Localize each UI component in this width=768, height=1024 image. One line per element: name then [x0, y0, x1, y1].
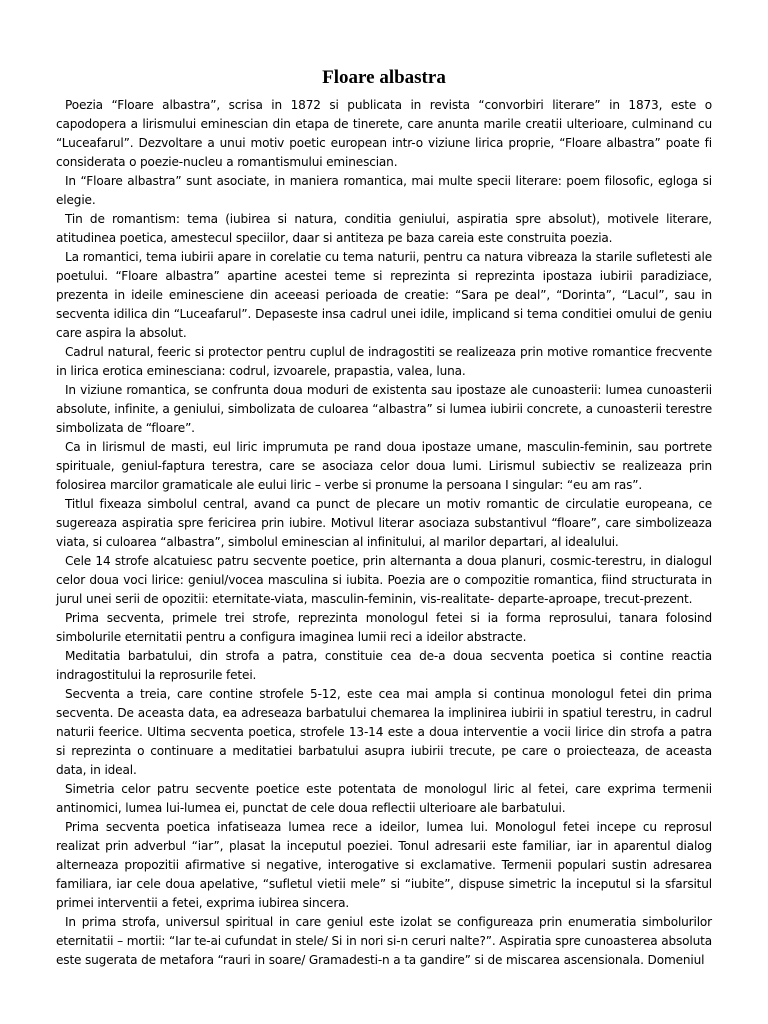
paragraph: Ca in lirismul de masti, eul liric imprumuta pe rand doua ipostaze umane, masculin-feminin, sau portrete spirituale, geniul-faptura terestra, care se asociaza celor doua lumi. Lirismul subiectiv se realizeaza prin folosirea marcilor gramaticale ale eului liric – verbe si pronume la persoana I singular: “eu am ras”.: [56, 440, 712, 492]
paragraph: La romantici, tema iubirii apare in corelatie cu tema naturii, pentru ca natura vibreaza la starile sufletesti ale poetului. “Floare albastra” apartine acestei teme si reprezinta si reprezinta ipostaza iubirii paradiziace, prezenta in ideile eminesciene din aceeasi perioada de creatie: “Sara pe deal”, “Dorinta”, “Lacul”, sau in secventa idilica din “Luceafarul”. Depaseste insa cadrul unei idile, implicand si tema conditiei omului de geniu care aspira la absolut.: [56, 250, 712, 340]
paragraph: In “Floare albastra” sunt asociate, in maniera romantica, mai multe specii literare: poem filosofic, egloga si elegie.: [56, 174, 712, 207]
paragraph: In prima strofa, universul spiritual in care geniul este izolat se configureaza prin enumeratia simbolurilor eternitatii – mortii: “Iar te-ai cufundat in stele/ Si in nori si-n ceruri nalte?”. Aspiratia spre cunoasterea absoluta este sugerata de metafora “rauri in soare/ Gramadesti-n a ta gandire” si de miscarea ascensionala. Domeniul: [56, 915, 712, 967]
paragraph: Simetria celor patru secvente poetice este potentata de monologul liric al fetei, care exprima termenii antinomici, lumea lui-lumea ei, punctat de cele doua reflectii ulterioare ale barbatului.: [56, 782, 712, 815]
paragraph: In viziune romantica, se confrunta doua moduri de existenta sau ipostaze ale cunoasterii: lumea cunoasterii absolute, infinite, a geniului, simbolizata de culoarea “albastra” si lumea iubirii concrete, a cunoasterii terestre simbolizata de “floare”.: [56, 383, 712, 435]
paragraph: Titlul fixeaza simbolul central, avand ca punct de plecare un motiv romantic de circulatie europeana, ce sugereaza aspiratia spre fericirea prin iubire. Motivul literar asociaza substantivul “floare”, care simbolizeaza viata, si culoarea “albastra”, simbolul eminescian al infinitului, al marilor departari, al idealului.: [56, 497, 712, 549]
paragraph: Cadrul natural, feeric si protector pentru cuplul de indragostiti se realizeaza prin motive romantice frecvente in lirica erotica eminesciana: codrul, izvoarele, prapastia, valea, luna.: [56, 345, 712, 378]
paragraph: Poezia “Floare albastra”, scrisa in 1872 si publicata in revista “convorbiri literare” in 1873, este o capodopera a lirismului eminescian din etapa de tinerete, care anunta marile creatii ulterioare, culminand cu “Luceafarul”. Dezvoltare a unui motiv poetic european intr-o viziune lirica proprie, “Floare albastra” poate fi considerata o poezie-nucleu a romantismului eminescian.: [56, 98, 712, 169]
paragraph: Tin de romantism: tema (iubirea si natura, conditia geniului, aspiratia spre absolut), motivele literare, atitudinea poetica, amestecul speciilor, daar si antiteza pe baza careia este construita poezia.: [56, 212, 712, 245]
paragraph: Meditatia barbatului, din strofa a patra, constituie cea de-a doua secventa poetica si contine reactia indragostitului la reprosurile fetei.: [56, 649, 712, 682]
document-title: Floare albastra: [322, 67, 446, 88]
paragraph: Prima secventa poetica infatiseaza lumea rece a ideilor, lumea lui. Monologul fetei incepe cu reprosul realizat prin adverbul “iar”, plasat la inceputul poeziei. Tonul adresarii este familiar, iar in aparentul dialog alterneaza propozitii afirmative si negative, interogative si exclamative. Termenii populari sustin adresarea familiara, iar cele doua apelative, “sufletul vietii mele” si “iubite”, dispuse simetric la inceputul si la sfarsitul primei interventii a fetei, exprima iubirea sincera.: [56, 820, 712, 910]
paragraph: Prima secventa, primele trei strofe, reprezinta monologul fetei si ia forma reprosului, tanara folosind simbolurile eternitatii pentru a configura imaginea lumii reci a ideilor abstracte.: [56, 611, 712, 644]
paragraph: Secventa a treia, care contine strofele 5-12, este cea mai ampla si continua monologul fetei din prima secventa. De aceasta data, ea adreseaza barbatului chemarea la implinirea iubirii in spatiul terestru, in cadrul naturii feerice. Ultima secventa poetica, strofele 13-14 este a doua interventie a vocii lirice din strofa a patra si reprezinta o continuare a meditatiei barbatului asupra iubirii trecute, pe care o proiecteaza, de aceasta data, in ideal.: [56, 687, 712, 777]
paragraph: Cele 14 strofe alcatuiesc patru secvente poetice, prin alternanta a doua planuri, cosmic-terestru, in dialogul celor doua voci lirice: geniul/vocea masculina si iubita. Poezia are o compozitie romantica, fiind structurata in jurul unei serii de opozitii: eternitate-viata, masculin-feminin, vis-realitate- departe-aproape, trecut-prezent.: [56, 554, 712, 606]
document-body: [56, 96, 712, 970]
